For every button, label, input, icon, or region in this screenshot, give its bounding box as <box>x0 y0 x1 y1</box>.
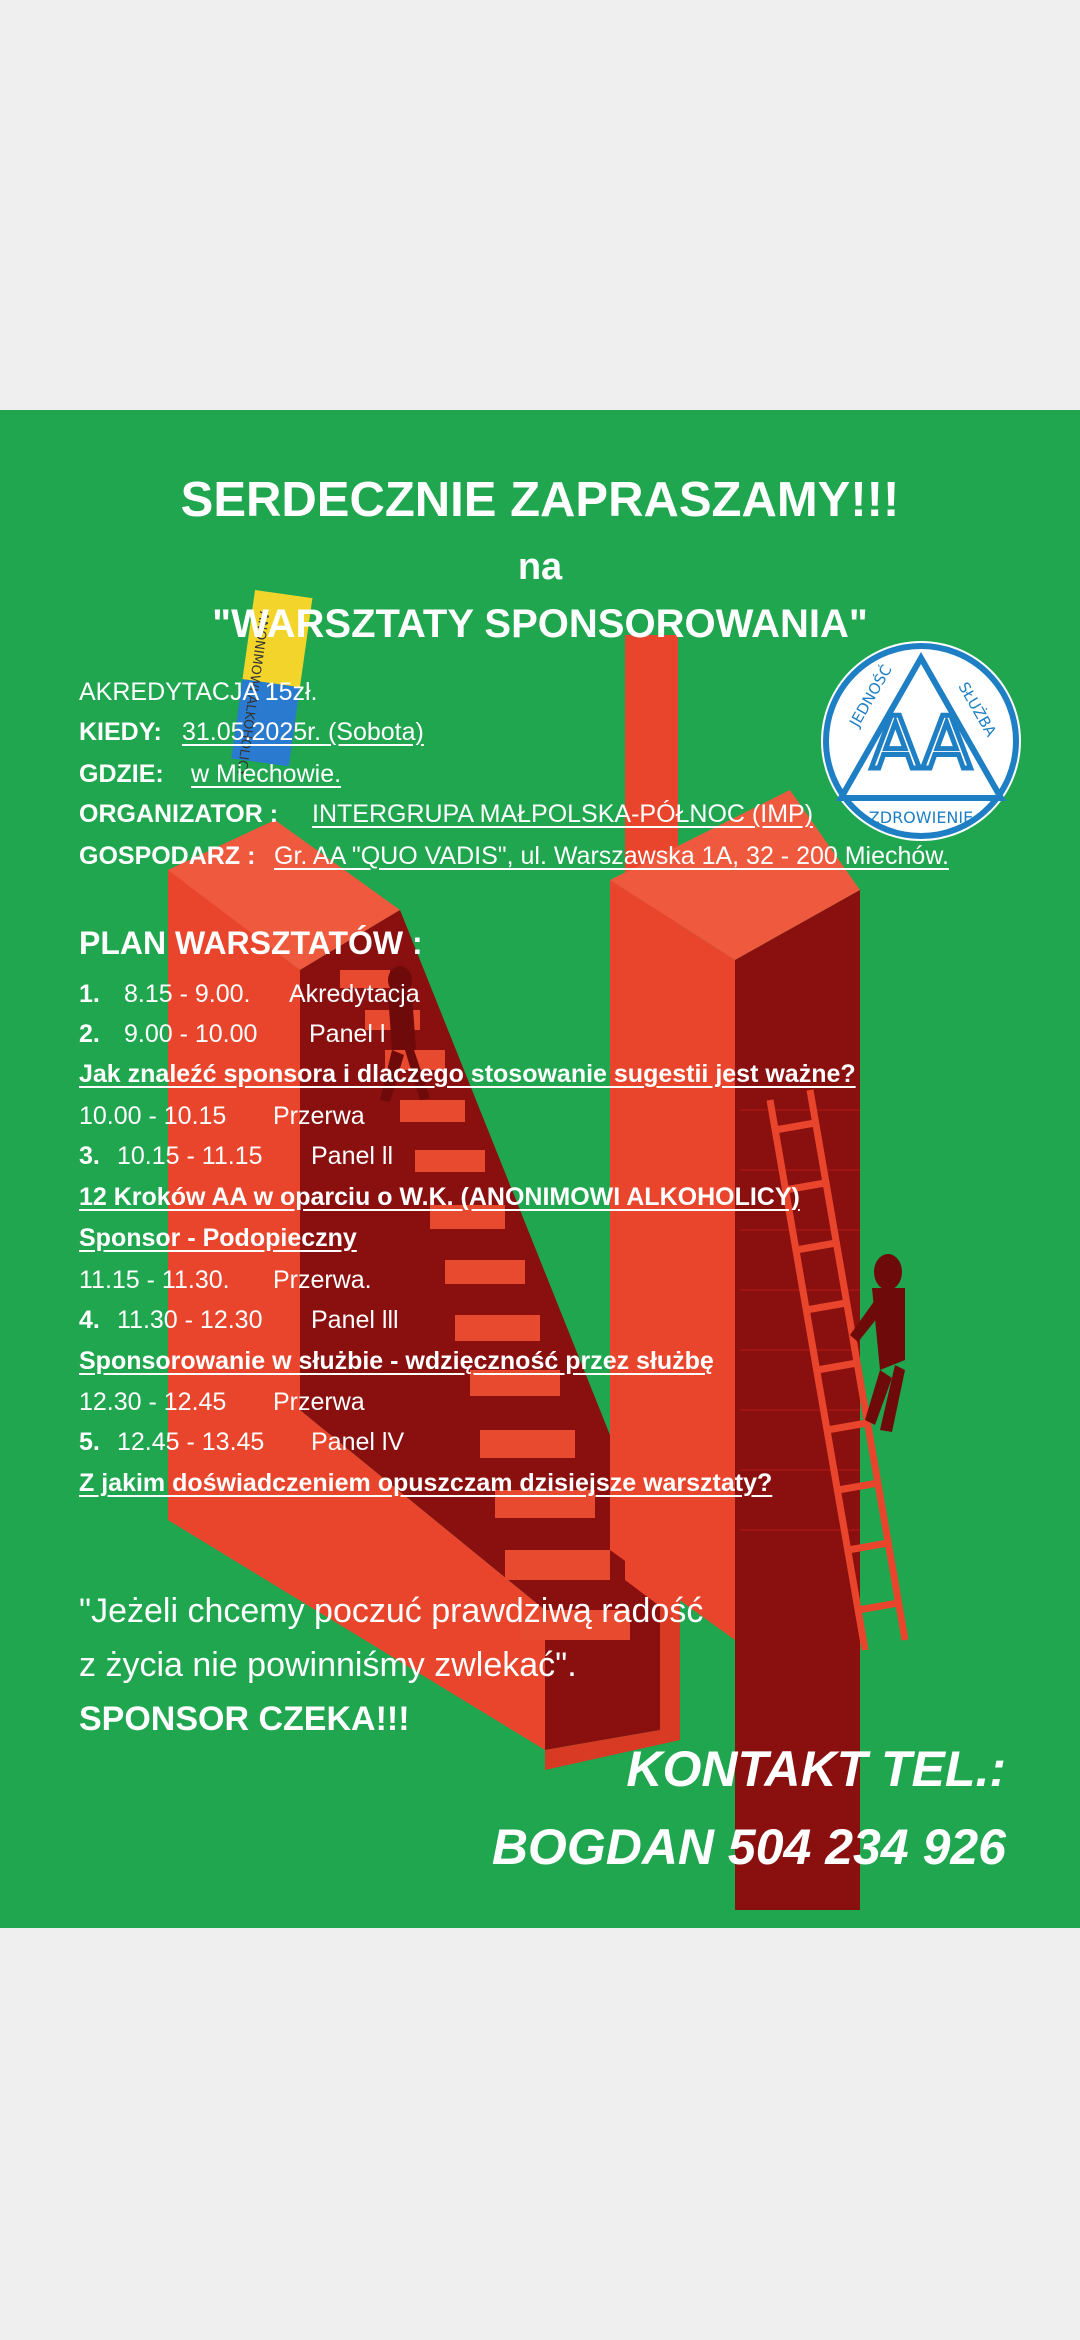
plan-title: PLAN WARSZTATÓW : <box>79 925 423 961</box>
logo-unity: JEDNOŚĆ <box>845 661 896 730</box>
plan-topic-5: Z jakim doświadczeniem opuszczam dzisiejsze warsztaty? <box>79 1469 773 1497</box>
logo-recovery: ZDROWIENIE <box>868 808 974 827</box>
plan-topic-4: Sponsorowanie w służbie - wdzięczność przez służbę <box>79 1347 714 1375</box>
host-value: Gr. AA "QUO VADIS", ul. Warszawska 1A, 32 - 200 Miechów. <box>274 842 949 870</box>
event-poster <box>0 410 1080 1928</box>
headline: SERDECZNIE ZAPRASZAMY!!! <box>180 473 900 527</box>
contact-phone[interactable]: BOGDAN 504 234 926 <box>491 1819 1006 1875</box>
where-label: GDZIE: <box>79 760 164 788</box>
aa-logo <box>818 638 1024 844</box>
organizer-label: ORGANIZATOR : <box>79 800 279 828</box>
plan-item-3: 3. 10.15 - 11.15 Panel ll <box>79 1142 393 1170</box>
plan-break-3: 12.30 - 12.45 Przerwa <box>79 1388 365 1416</box>
plan-item-1: 1. 8.15 - 9.00. Akredytacja <box>79 980 420 1008</box>
when-row <box>79 718 424 747</box>
quote-line-1: "Jeżeli chcemy poczuć prawdziwą radość <box>79 1592 704 1630</box>
plan-item-2: 2. 9.00 - 10.00 Panel l <box>79 1020 386 1048</box>
event-title: "WARSZTATY SPONSOROWANIA" <box>212 602 868 646</box>
plan-break-2: 11.15 - 11.30. Przerwa. <box>79 1266 372 1294</box>
host-label: GOSPODARZ : <box>79 842 256 870</box>
organizer-row <box>79 800 813 829</box>
plan-item-4: 4. 11.30 - 12.30 Panel lll <box>79 1306 399 1334</box>
accreditation-fee: AKREDYTACJA 15zł. <box>79 678 318 706</box>
plan-break-1: 10.00 - 10.15 Przerwa <box>79 1102 365 1130</box>
when-label: KIEDY: <box>79 718 162 746</box>
plan-topic-2: 12 Kroków AA w oparciu o W.K. (ANONIMOWI ALKOHOLICY) <box>79 1183 800 1211</box>
plan-topic-1: Jak znaleźć sponsora i dlaczego stosowanie sugestii jest ważne? <box>79 1060 856 1088</box>
plan-item-5: 5. 12.45 - 13.45 Panel lV <box>79 1428 405 1456</box>
sign-text: ANONIMOWI ALKOHOLICY <box>232 610 272 778</box>
logo-service: SŁUŻBA <box>954 679 1001 740</box>
organizer-value: INTERGRUPA MAŁPOLSKA-PÓŁNOC (IMP) <box>312 800 814 828</box>
contact-label: KONTAKT TEL.: <box>626 1741 1006 1797</box>
quote-line-2: z życia nie powinniśmy zwlekać". <box>79 1646 577 1684</box>
where-row <box>79 760 341 789</box>
na-text: na <box>517 546 563 588</box>
logo-letters: AA <box>870 701 972 785</box>
plan-topic-3: Sponsor - Podopieczny <box>79 1224 357 1252</box>
where-value: w Miechowie. <box>191 760 342 788</box>
sponsor-waits: SPONSOR CZEKA!!! <box>79 1700 410 1738</box>
when-value: 31.05.2025r. (Sobota) <box>182 718 424 746</box>
right-block-side <box>610 880 735 1640</box>
host-row <box>79 842 949 871</box>
